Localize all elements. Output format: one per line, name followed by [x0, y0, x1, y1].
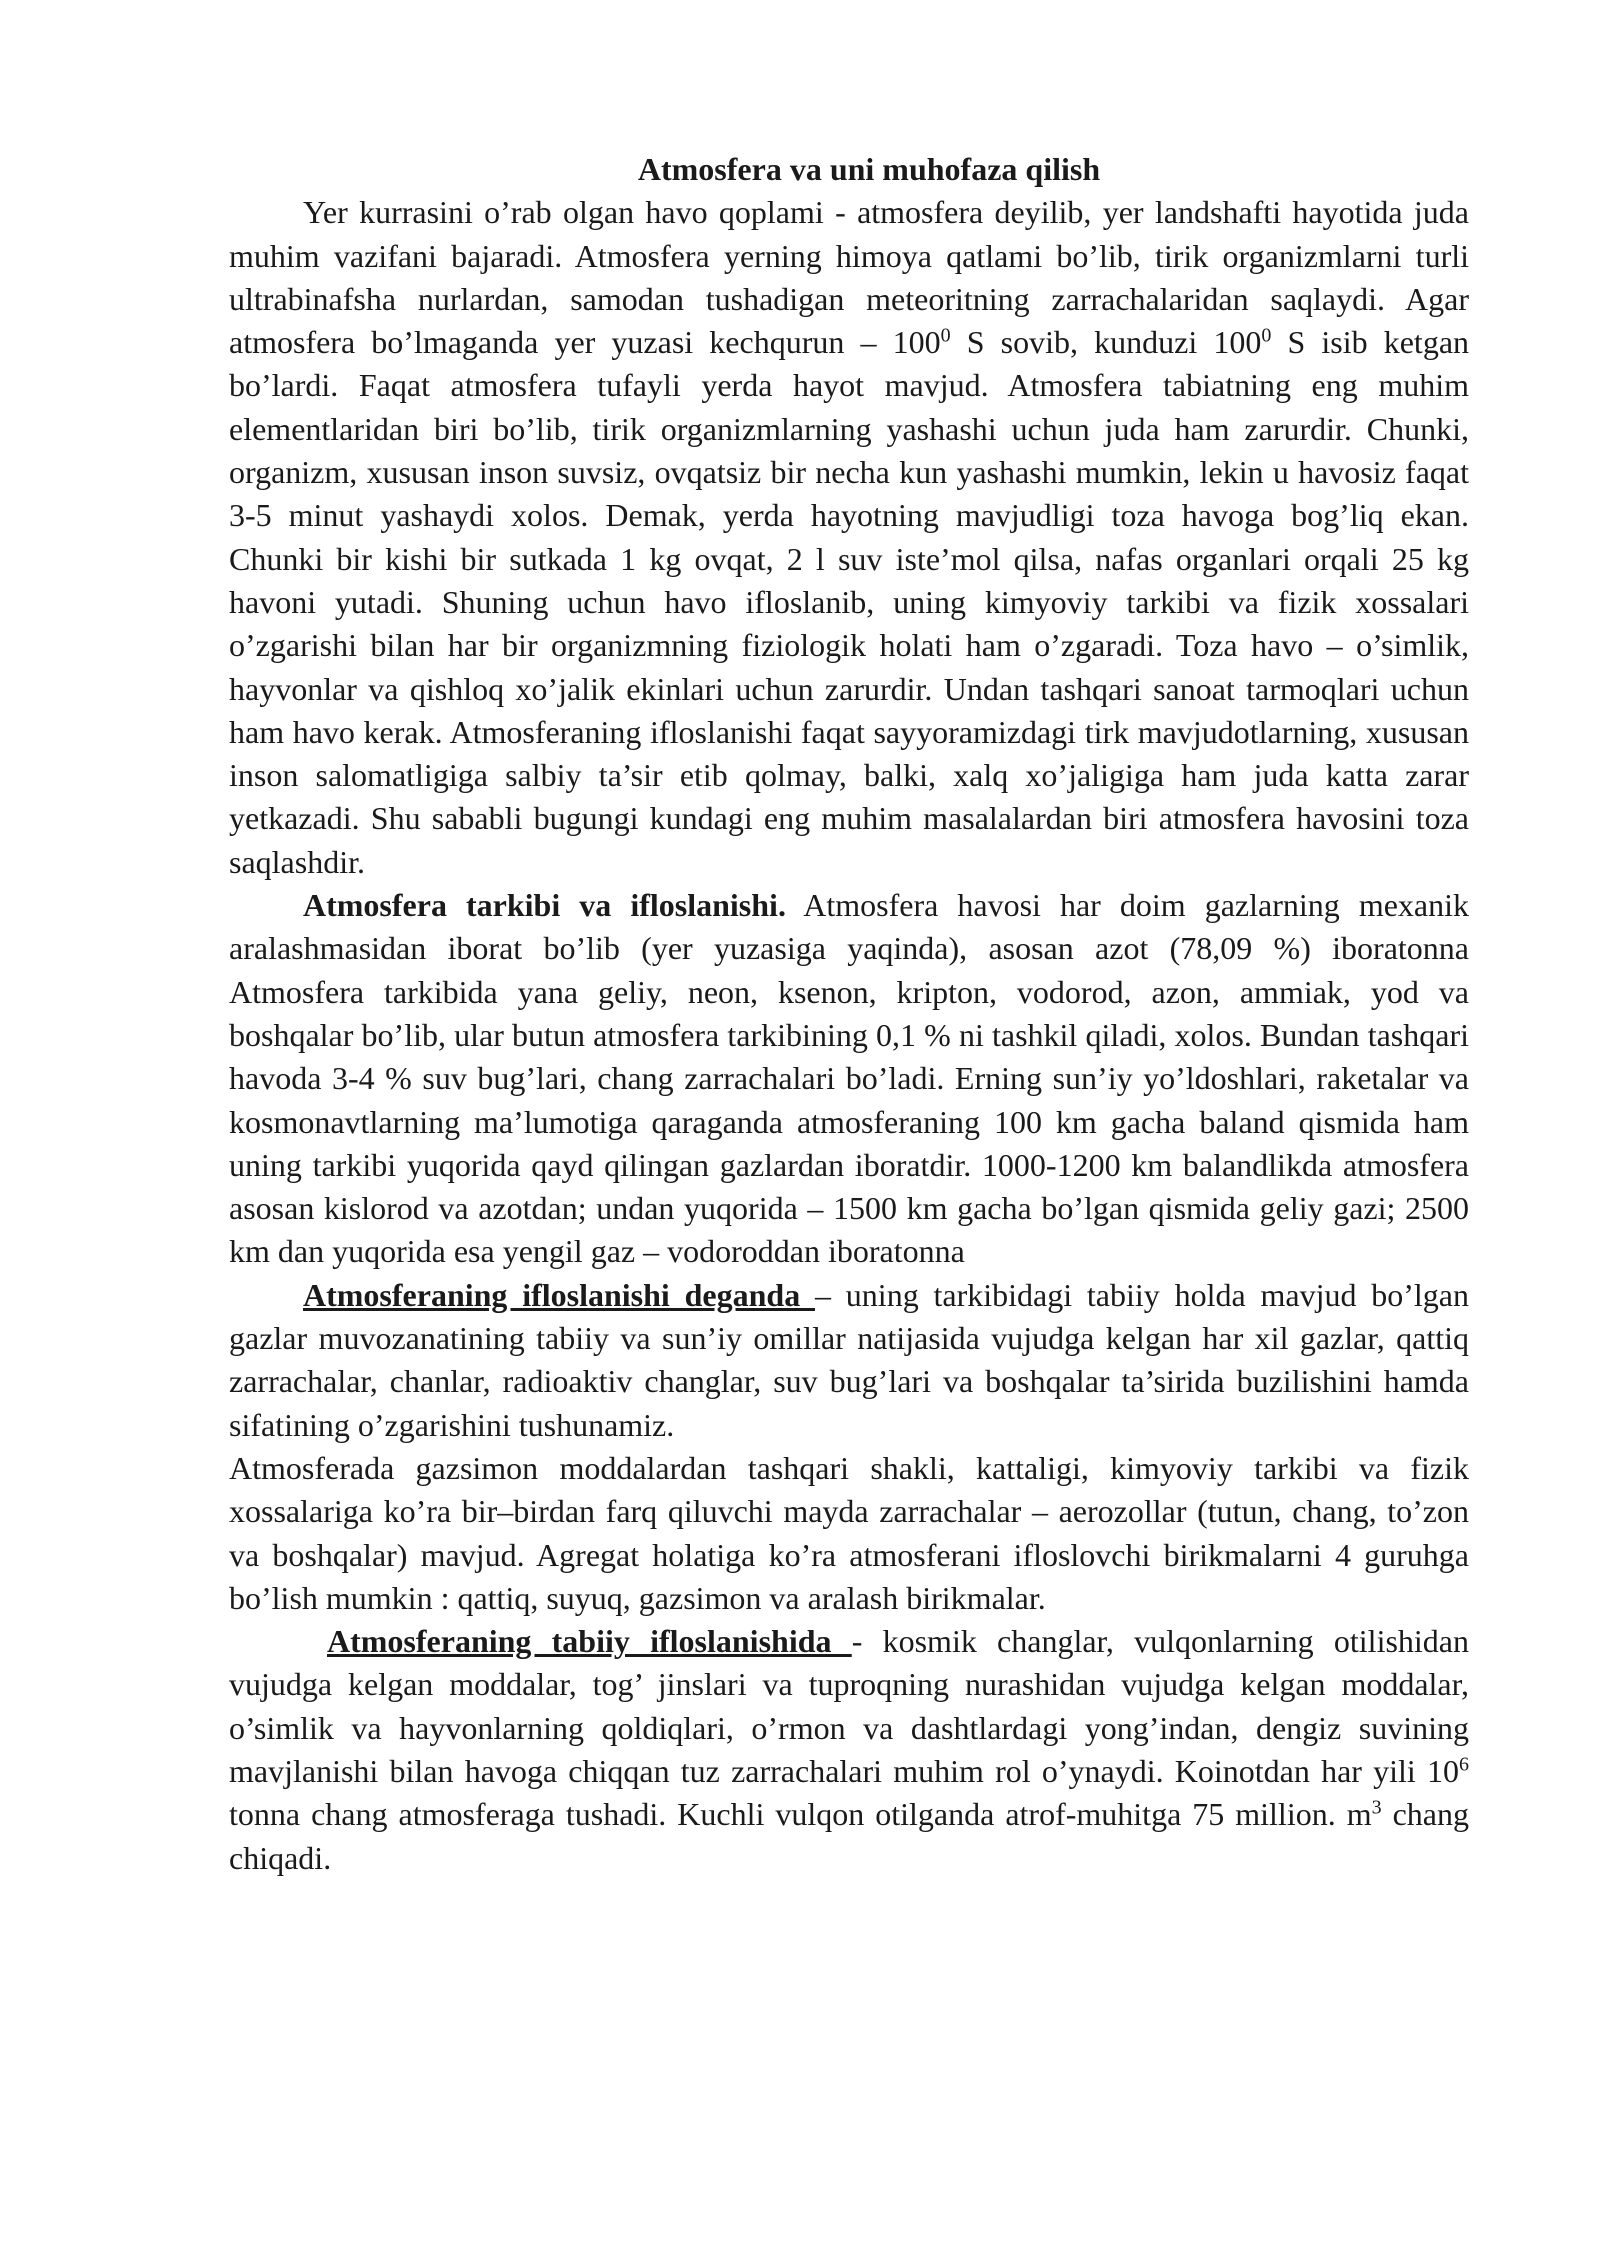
section-heading-pollution-definition: Atmosferaning ifloslanishi deganda — [303, 1276, 816, 1313]
paragraph-intro — [229, 191, 1469, 884]
paragraph-composition — [229, 884, 1469, 1274]
superscript-exponent: 3 — [1371, 1796, 1382, 1819]
section-heading-composition: Atmosfera tarkibi va ifloslanishi. — [303, 887, 786, 924]
paragraph-pollution-definition — [229, 1274, 1469, 1447]
paragraph-natural-pollution-text-a: - kosmik changlar, vulqonlarning otilishidan vujudga kelgan moddalar, tog’ jinslari va tuproqning nurashidan vujudga kelgan moddalar, o’simlik va hayvonlarning qoldiqlari, o’rmon va dashtlardagi yong’indan, dengiz suvining mavjlanishi bilan havoga chiqqan tuz zarrachalari muhim rol o’ynaydi. Koinotdan har yili 10 — [229, 1623, 1469, 1789]
paragraph-aerosols: Atmosferada gazsimon moddalardan tashqari shakli, kattaligi, kimyoviy tarkibi va fizik xossalariga ko’ra bir–birdan farq qiluvchi mayda zarrachalar – aerozollar (tutun, chang, to’zon va boshqalar) mavjud. Agregat holatiga ko’ra atmosferani ifloslovchi birikmalarni 4 guruhga bo’lish mumkin : qattiq, suyuq, gazsimon va aralash birikmalar. — [229, 1449, 1469, 1616]
paragraph-natural-pollution-text-c: chang chiqadi. — [229, 1796, 1470, 1876]
paragraph-intro-text-a: Yer kurrasini o’rab olgan havo qoplami - atmosfera deyilib, yer landshafti hayotida juda muhim vazifani bajaradi. Atmosfera yerning himoya qatlami bo’lib, tirik organizmlarni turli ultrabinafsha nurlardan, samodan tushadigan meteoritning zarrachalaridan saqlaydi. Agar atmosfera bo’lmaganda yer yuzasi kechqurun – 100 — [229, 194, 1469, 361]
superscript-exponent: 6 — [1459, 1753, 1469, 1776]
document-page — [229, 148, 1469, 1880]
section-heading-natural-pollution: Atmosferaning tabiiy ifloslanishida — [327, 1623, 852, 1660]
paragraph-intro-text-b: S sovib, kunduzi 100 — [950, 324, 1262, 361]
paragraph-pollution-definition-text: – uning tarkibidagi tabiiy holda mavjud bo’lgan gazlar muvozanatining tabiiy va sun’iy omillar natijasida vujudga kelgan har xil gazlar, qattiq zarrachalar, chanlar, radioaktiv changlar, suv bug’lari va boshqalar ta’sirida buzilishini hamda sifatining o’zgarishini tushunamiz. — [229, 1276, 1470, 1443]
superscript-degree: 0 — [1261, 324, 1272, 347]
paragraph-composition-text: Atmosfera havosi har doim gazlarning mexanik aralashmasidan iborat bo’lib (yer yuzasiga yaqinda), asosan azot (78,09 %) iboratonna Atmosfera tarkibida yana geliy, neon, ksenon, kripton, vodorod, azon, ammiak, yod va boshqalar bo’lib, ular butun atmosfera tarkibining 0,1 % ni tashkil qiladi, xolos. Bundan tashqari havoda 3-4 % suv bug’lari, chang zarrachalari bo’ladi. Erning sun’iy yo’ldoshlari, raketalar va kosmonavtlarning ma’lumotiga qaraganda atmosferaning 100 km gacha baland qismida ham uning tarkibi yuqorida qayd qilingan gazlardan iboratdir. 1000-1200 km balandlikda atmosfera asosan kislorod va azotdan; undan yuqorida – 1500 km gacha bo’lgan qismida geliy gazi; 2500 km dan yuqorida esa yengil gaz – vodoroddan iboratonna — [229, 887, 1470, 1270]
superscript-degree: 0 — [940, 324, 951, 347]
paragraph-intro-text-c: S isib ketgan bo’lardi. Faqat atmosfera tufayli yerda hayot mavjud. Atmosfera tabiatning eng muhim elementlaridan biri bo’lib, tirik organizmlarning yashashi uchun juda ham zarurdir. Chunki, organizm, xususan inson suvsiz, ovqatsiz bir necha kun yashashi mumkin, lekin u havosiz faqat 3-5 minut yashaydi xolos. Demak, yerda hayotning mavjudligi toza havoga bog’liq ekan. Chunki bir kishi bir sutkada 1 kg ovqat, 2 l suv iste’mol qilsa, nafas organlari orqali 25 kg havoni yutadi. Shuning uchun havo ifloslanib, uning kimyoviy tarkibi va fizik xossalari o’zgarishi bilan har bir organizmning fiziologik holati ham o’zgaradi. Toza havo – o’simlik, hayvonlar va qishloq xo’jalik ekinlari uchun zarurdir. Undan tashqari sanoat tarmoqlari uchun ham havo kerak. Atmosferaning ifloslanishi faqat sayyoramizdagi tirk mavjudotlarning, xususan inson salomatligiga salbiy ta’sir etib qolmay, balki, xalq xo’jaligiga ham juda katta zarar yetkazadi. Shu sababli bugungi kundagi eng muhim masalalardan biri atmosfera havosini toza saqlashdir. — [229, 324, 1470, 880]
paragraph-natural-pollution — [229, 1620, 1469, 1880]
document-title: Atmosfera va uni muhofaza qilish — [637, 151, 1101, 187]
paragraph-natural-pollution-text-b: tonna chang atmosferaga tushadi. Kuchli vulqon otilganda atrof-muhitga 75 million. m — [229, 1796, 1372, 1833]
